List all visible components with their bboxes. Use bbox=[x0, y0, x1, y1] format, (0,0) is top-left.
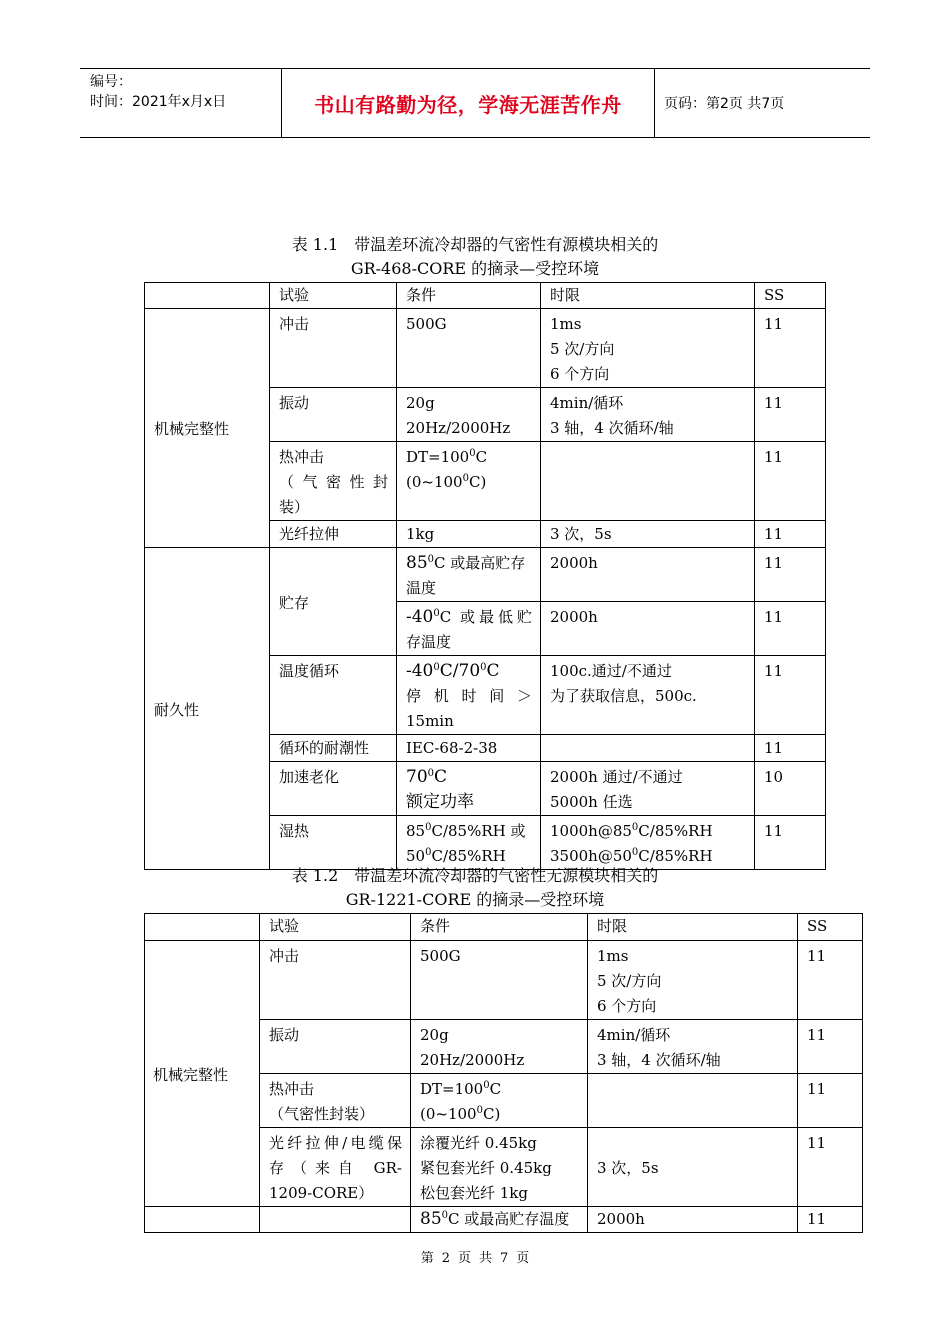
superscript: 0 bbox=[469, 448, 476, 459]
condition-text: C) bbox=[468, 473, 487, 491]
condition-text: C/85%RH 或 bbox=[431, 822, 526, 840]
footer-text: 页 bbox=[457, 1251, 471, 1266]
condition-line: 松包套光纤 1kg bbox=[420, 1184, 529, 1202]
condition-line: 15min bbox=[406, 712, 454, 730]
duration-line: 1ms bbox=[550, 315, 582, 333]
header-motto: 书山有路勤为径，学海无涯苦作舟 bbox=[282, 69, 655, 137]
superscript: 0 bbox=[631, 822, 639, 833]
duration bbox=[588, 1020, 798, 1074]
footer-text: 共 bbox=[479, 1251, 493, 1266]
test-line: 热冲击 bbox=[269, 1080, 315, 1098]
condition-line bbox=[406, 659, 532, 684]
duration bbox=[541, 442, 755, 521]
duration-line: 6 个方向 bbox=[550, 365, 610, 383]
condition-text: DT=100 bbox=[420, 1080, 484, 1098]
duration bbox=[541, 735, 755, 762]
test-line: 光纤拉伸/电缆保 bbox=[269, 1134, 402, 1152]
condition bbox=[397, 656, 541, 735]
test-line: 热冲击 bbox=[279, 448, 325, 466]
duration-line bbox=[550, 819, 746, 844]
test-name: 加速老化 bbox=[270, 762, 397, 816]
condition-line bbox=[406, 551, 532, 576]
condition-text: 85 bbox=[420, 1209, 442, 1229]
condition-line bbox=[406, 819, 532, 844]
duration: 2000h bbox=[588, 1207, 798, 1233]
page-header bbox=[80, 68, 870, 138]
duration bbox=[541, 656, 755, 735]
condition: 500G bbox=[397, 309, 541, 388]
table2 bbox=[144, 913, 863, 1233]
duration-line: 1ms bbox=[597, 947, 629, 965]
condition-line: 紧包套光纤 0.45kg bbox=[420, 1159, 552, 1177]
test-name: 循环的耐潮性 bbox=[270, 735, 397, 762]
test-line: （气密性封 bbox=[279, 473, 388, 491]
condition-line: 涂覆光纤 0.45kg bbox=[420, 1134, 537, 1152]
duration-text: 1000h@85 bbox=[550, 822, 632, 840]
superscript: 0 bbox=[483, 1080, 490, 1091]
condition bbox=[397, 816, 541, 870]
condition bbox=[411, 1020, 588, 1074]
condition-line bbox=[406, 470, 532, 495]
duration-line: 为了获取信息，500c. bbox=[550, 687, 697, 705]
condition bbox=[397, 548, 541, 602]
header-time-label: 时间：2021年x月x日 bbox=[90, 94, 227, 110]
table-cell bbox=[145, 283, 270, 309]
table2-caption bbox=[0, 864, 950, 912]
superscript: 0 bbox=[480, 662, 487, 673]
ss-value: 10 bbox=[755, 762, 826, 816]
condition-text: C 或最高贮存 bbox=[434, 554, 526, 572]
superscript: 0 bbox=[441, 1210, 449, 1221]
header-condition: 条件 bbox=[411, 914, 588, 941]
test-line: 装） bbox=[279, 498, 310, 516]
header-page-label: 页码：第2页 共7页 bbox=[664, 96, 785, 112]
condition-text: DT=100 bbox=[406, 448, 470, 466]
condition: 1kg bbox=[397, 521, 541, 548]
test-line: 存（来自 GR- bbox=[269, 1159, 402, 1177]
condition bbox=[411, 1074, 588, 1128]
duration bbox=[588, 1074, 798, 1128]
condition: IEC-68-2-38 bbox=[397, 735, 541, 762]
duration-line: 3 轴，4 次循环/轴 bbox=[597, 1051, 721, 1069]
condition bbox=[411, 1207, 588, 1233]
condition-text: -40 bbox=[406, 607, 434, 627]
duration: 2000h bbox=[541, 602, 755, 656]
condition-text: C) bbox=[482, 1105, 501, 1123]
test-name bbox=[270, 442, 397, 521]
footer-page-number: 2 bbox=[441, 1251, 450, 1266]
table-row bbox=[145, 283, 826, 309]
duration: 3 次，5s bbox=[588, 1128, 798, 1207]
header-ss: SS bbox=[798, 914, 863, 941]
test-name bbox=[260, 1207, 411, 1233]
duration-line: 5 次/方向 bbox=[550, 340, 615, 358]
table-row bbox=[145, 309, 826, 388]
superscript: 0 bbox=[427, 554, 435, 565]
ss-value: 11 bbox=[755, 309, 826, 388]
duration-line: 6 个方向 bbox=[597, 997, 657, 1015]
condition bbox=[397, 388, 541, 442]
superscript: 0 bbox=[427, 768, 435, 779]
ss-value: 11 bbox=[798, 1128, 863, 1207]
test-name: 振动 bbox=[270, 388, 397, 442]
condition-text: C/85%RH bbox=[431, 847, 506, 865]
table1 bbox=[144, 282, 826, 870]
ss-value: 11 bbox=[798, 1207, 863, 1233]
header-condition: 条件 bbox=[397, 283, 541, 309]
table-row bbox=[145, 1207, 863, 1233]
condition-text: 70 bbox=[406, 767, 428, 787]
table2-caption-line1: 表 1.2 带温差环流冷却器的气密性无源模块相关的 bbox=[291, 866, 659, 885]
table-cell bbox=[145, 1207, 260, 1233]
test-name: 贮存 bbox=[270, 548, 397, 656]
test-name: 温度循环 bbox=[270, 656, 397, 735]
condition-text: 85 bbox=[406, 553, 428, 573]
footer-text: 页 bbox=[516, 1251, 530, 1266]
duration bbox=[588, 941, 798, 1020]
table1-caption-line2: GR-468-CORE 的摘录—受控环境 bbox=[350, 259, 600, 278]
test-name: 冲击 bbox=[260, 941, 411, 1020]
condition-line bbox=[406, 445, 532, 470]
group-mechanical: 机械完整性 bbox=[145, 941, 260, 1207]
condition-text: C bbox=[434, 767, 448, 787]
ss-value: 11 bbox=[755, 602, 826, 656]
superscript: 0 bbox=[433, 608, 440, 619]
footer-total-pages: 7 bbox=[500, 1251, 509, 1266]
duration-line: 5 次/方向 bbox=[597, 972, 662, 990]
condition-line: 20g bbox=[406, 394, 435, 412]
table-cell bbox=[145, 914, 260, 941]
condition-text: C 或最高贮存温度 bbox=[448, 1210, 570, 1228]
condition-text: -40 bbox=[406, 661, 434, 681]
duration: 2000h bbox=[541, 548, 755, 602]
duration: 3 次，5s bbox=[541, 521, 755, 548]
condition-text: C bbox=[486, 661, 500, 681]
test-name: 光纤拉伸 bbox=[270, 521, 397, 548]
duration-line: 2000h 通过/不通过 bbox=[550, 768, 683, 786]
duration-text: C/85%RH bbox=[638, 847, 713, 865]
condition-text: 50 bbox=[406, 847, 426, 865]
condition-line: 20g bbox=[420, 1026, 449, 1044]
table1-caption bbox=[0, 233, 950, 281]
ss-value: 11 bbox=[755, 442, 826, 521]
condition bbox=[397, 602, 541, 656]
ss-value: 11 bbox=[755, 735, 826, 762]
duration-line: 4min/循环 bbox=[550, 394, 624, 412]
condition: 500G bbox=[411, 941, 588, 1020]
condition-line bbox=[420, 1102, 579, 1127]
condition-text: (0~100 bbox=[420, 1105, 477, 1123]
test-line: （气密性封装） bbox=[269, 1105, 375, 1123]
duration bbox=[541, 309, 755, 388]
header-test: 试验 bbox=[270, 283, 397, 309]
test-name: 湿热 bbox=[270, 816, 397, 870]
condition-line: 20Hz/2000Hz bbox=[420, 1051, 525, 1069]
test-name: 冲击 bbox=[270, 309, 397, 388]
ss-value: 11 bbox=[755, 816, 826, 870]
footer-text: 第 bbox=[420, 1251, 434, 1266]
duration-line: 5000h 任选 bbox=[550, 793, 633, 811]
ss-value: 11 bbox=[755, 656, 826, 735]
condition bbox=[397, 442, 541, 521]
condition-line bbox=[420, 1077, 579, 1102]
condition-text: C bbox=[475, 448, 488, 466]
superscript: 0 bbox=[462, 473, 469, 484]
test-name: 振动 bbox=[260, 1020, 411, 1074]
ss-value: 11 bbox=[755, 521, 826, 548]
condition-line: 存温度 bbox=[406, 633, 452, 651]
header-duration: 时限 bbox=[588, 914, 798, 941]
group-mechanical: 机械完整性 bbox=[145, 309, 270, 548]
test-name bbox=[260, 1128, 411, 1207]
duration bbox=[541, 388, 755, 442]
table2-caption-line2: GR-1221-CORE 的摘录—受控环境 bbox=[345, 890, 605, 909]
ss-value: 11 bbox=[798, 1020, 863, 1074]
duration-text: C/85%RH bbox=[638, 822, 713, 840]
superscript: 0 bbox=[425, 847, 432, 858]
superscript: 0 bbox=[425, 822, 432, 833]
duration bbox=[541, 816, 755, 870]
condition-text: 85 bbox=[406, 822, 426, 840]
ss-value: 11 bbox=[755, 548, 826, 602]
header-meta bbox=[80, 69, 282, 137]
duration-line: 100c.通过/不通过 bbox=[550, 662, 672, 680]
page-footer bbox=[0, 1247, 950, 1266]
condition-line: 20Hz/2000Hz bbox=[406, 419, 511, 437]
condition-line bbox=[406, 765, 532, 790]
superscript: 0 bbox=[476, 1105, 483, 1116]
group-durability: 耐久性 bbox=[145, 548, 270, 870]
test-name bbox=[260, 1074, 411, 1128]
table-row bbox=[145, 548, 826, 602]
condition bbox=[397, 762, 541, 816]
condition-text: C bbox=[489, 1080, 502, 1098]
table1-caption-line1: 表 1.1 带温差环流冷却器的气密性有源模块相关的 bbox=[291, 235, 659, 254]
condition-text: (0~100 bbox=[406, 473, 463, 491]
superscript: 0 bbox=[433, 662, 440, 673]
condition-text: C 或最低贮 bbox=[439, 608, 532, 626]
superscript: 0 bbox=[631, 847, 639, 858]
table-row bbox=[145, 914, 863, 941]
ss-value: 11 bbox=[798, 941, 863, 1020]
test-line: 1209-CORE） bbox=[269, 1184, 374, 1202]
header-test: 试验 bbox=[260, 914, 411, 941]
condition bbox=[411, 1128, 588, 1207]
duration-line: 3 轴，4 次循环/轴 bbox=[550, 419, 674, 437]
header-ss: SS bbox=[755, 283, 826, 309]
ss-value: 11 bbox=[755, 388, 826, 442]
condition-line: 停机时间＞ bbox=[406, 687, 532, 705]
condition-line: 额定功率 bbox=[406, 792, 474, 812]
header-number-label: 编号： bbox=[90, 74, 132, 90]
condition-text: C/70 bbox=[439, 661, 481, 681]
condition-line bbox=[406, 605, 532, 630]
duration-text: 3500h@50 bbox=[550, 847, 632, 865]
duration-line: 4min/循环 bbox=[597, 1026, 671, 1044]
duration bbox=[541, 762, 755, 816]
table-row bbox=[145, 941, 863, 1020]
header-duration: 时限 bbox=[541, 283, 755, 309]
ss-value: 11 bbox=[798, 1074, 863, 1128]
condition-line: 温度 bbox=[406, 579, 437, 597]
